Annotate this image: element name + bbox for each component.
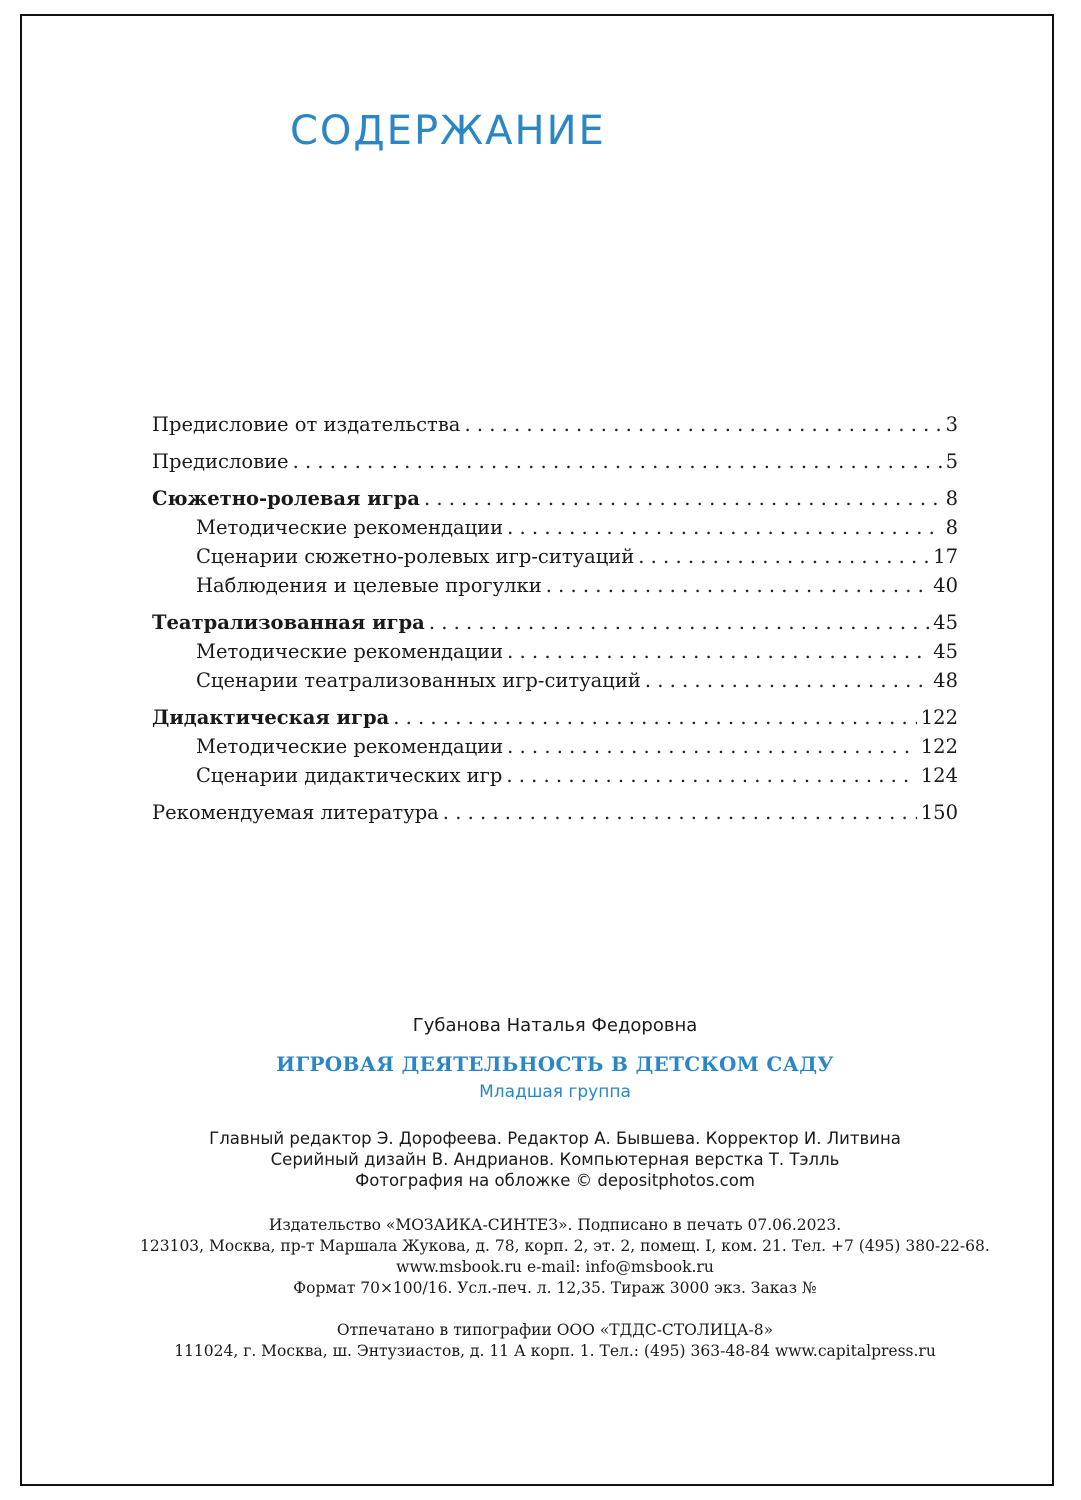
toc-leader-dots <box>507 637 929 666</box>
toc-subentry <box>152 732 958 761</box>
staff-line: Серийный дизайн В. Андрианов. Компьютерная верстка Т. Тэлль <box>270 1150 840 1169</box>
toc-entry <box>152 410 958 439</box>
table-of-contents <box>152 410 958 827</box>
toc-entry-label: Сценарии сюжетно-ролевых игр-ситуаций <box>196 545 635 568</box>
toc-entry-page: 3 <box>945 413 958 436</box>
toc-leader-dots <box>424 484 942 513</box>
toc-leader-dots <box>546 571 929 600</box>
toc-section-label: Театрализованная игра <box>152 611 425 634</box>
toc-entry-page: 8 <box>945 487 958 510</box>
toc-entry-page: 45 <box>933 611 958 634</box>
toc-title: СОДЕРЖАНИЕ <box>290 108 606 154</box>
editorial-staff <box>140 1128 970 1191</box>
staff-line: Главный редактор Э. Дорофеева. Редактор А. Бывшева. Корректор И. Литвина <box>209 1129 901 1148</box>
toc-entry-label: Наблюдения и целевые прогулки <box>196 574 542 597</box>
toc-section-label: Дидактическая игра <box>152 706 390 729</box>
toc-leader-dots <box>506 761 916 790</box>
toc-subentry <box>152 542 958 571</box>
toc-entry-page: 48 <box>933 669 958 692</box>
toc-leader-dots <box>638 542 929 571</box>
toc-leader-dots <box>645 666 929 695</box>
toc-leader-dots <box>507 732 917 761</box>
printer-line: 111024, г. Москва, ш. Энтузиастов, д. 11 А корп. 1. Тел.: (495) 363-48-84 www.capitalpress.ru <box>174 1342 936 1360</box>
book-subtitle: Младшая группа <box>479 1082 631 1102</box>
toc-entry <box>152 447 958 476</box>
toc-section <box>152 484 958 513</box>
toc-entry-label: Методические рекомендации <box>196 516 504 539</box>
toc-subentry <box>152 637 958 666</box>
toc-entry-label: Предисловие <box>152 450 289 473</box>
toc-entry-page: 150 <box>920 801 958 824</box>
toc-section-label: Сюжетно-ролевая игра <box>152 487 420 510</box>
toc-entry <box>152 798 958 827</box>
toc-subentry <box>152 513 958 542</box>
toc-leader-dots <box>443 798 917 827</box>
toc-entry-page: 40 <box>933 574 958 597</box>
toc-leader-dots <box>429 608 929 637</box>
toc-subentry <box>152 666 958 695</box>
toc-leader-dots <box>393 703 917 732</box>
toc-entry-page: 5 <box>945 450 958 473</box>
toc-entry-page: 122 <box>920 706 958 729</box>
toc-section <box>152 608 958 637</box>
publisher-line: Издательство «МОЗАИКА-СИНТЕЗ». Подписано в печать 07.06.2023. <box>268 1216 842 1234</box>
toc-entry-page: 8 <box>945 516 958 539</box>
printer-info <box>140 1320 970 1362</box>
toc-leader-dots <box>464 410 941 439</box>
toc-entry-label: Методические рекомендации <box>196 735 504 758</box>
publisher-line: Формат 70×100/16. Усл.-печ. л. 12,35. Тираж 3000 экз. Заказ № <box>293 1279 817 1297</box>
toc-entry-page: 122 <box>920 735 958 758</box>
toc-entry-page: 124 <box>920 764 958 787</box>
toc-entry-label: Предисловие от издательства <box>152 413 461 436</box>
toc-entry-page: 17 <box>933 545 958 568</box>
toc-entry-page: 45 <box>933 640 958 663</box>
toc-subentry <box>152 761 958 790</box>
staff-line: Фотография на обложке © depositphotos.com <box>355 1171 755 1190</box>
toc-entry-label: Сценарии дидактических игр <box>196 764 503 787</box>
publisher-line: www.msbook.ru e-mail: info@msbook.ru <box>396 1258 714 1276</box>
toc-subentry <box>152 571 958 600</box>
printer-line: Отпечатано в типографии ООО «ТДДС-СТОЛИЦА-8» <box>336 1321 774 1339</box>
publisher-info <box>140 1215 990 1299</box>
toc-leader-dots <box>293 447 942 476</box>
author-name: Губанова Наталья Федоровна <box>412 1015 698 1036</box>
toc-entry-label: Сценарии театрализованных игр-ситуаций <box>196 669 641 692</box>
book-title: ИГРОВАЯ ДЕЯТЕЛЬНОСТЬ В ДЕТСКОМ САДУ <box>276 1052 834 1076</box>
toc-entry-label: Методические рекомендации <box>196 640 504 663</box>
toc-leader-dots <box>507 513 941 542</box>
toc-entry-label: Рекомендуемая литература <box>152 801 439 824</box>
publisher-line: 123103, Москва, пр-т Маршала Жукова, д. 78, корп. 2, эт. 2, помещ. I, ком. 21. Тел. +7 (495) 380-22-68. <box>140 1237 990 1255</box>
toc-section <box>152 703 958 732</box>
